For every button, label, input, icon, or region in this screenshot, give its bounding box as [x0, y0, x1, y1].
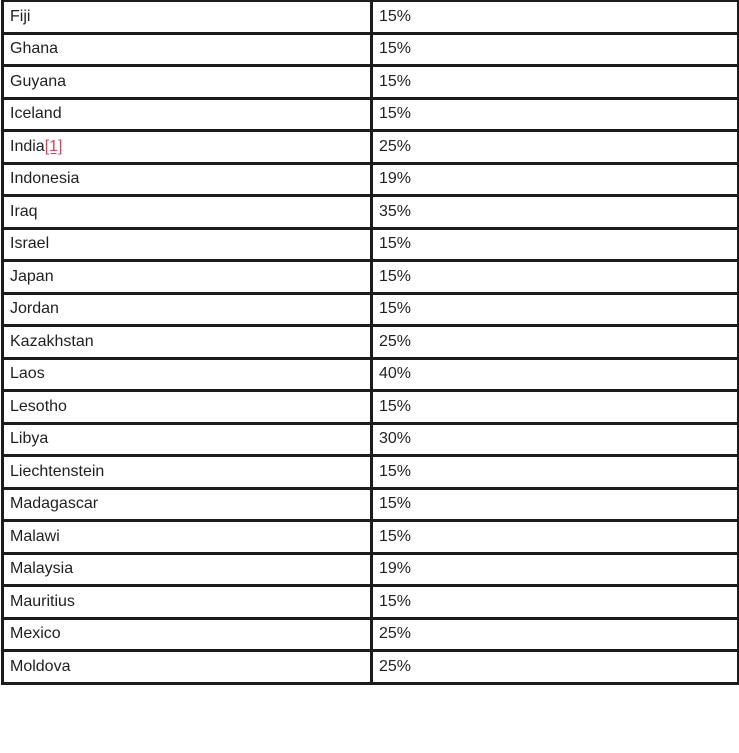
rate-value: 19%: [379, 170, 412, 188]
rate-cell: [372, 293, 739, 326]
rate-cell: [372, 553, 739, 586]
rate-value: 15%: [379, 7, 412, 25]
rate-value: 25%: [379, 137, 412, 155]
country-cell: [3, 33, 372, 66]
table-row: [3, 488, 739, 521]
rate-cell: [372, 261, 739, 294]
country-rate-table: [1, 0, 739, 685]
country-name: India: [10, 137, 45, 155]
country-cell: [3, 1, 372, 33]
rate-cell: [372, 98, 739, 131]
table-row: [3, 196, 739, 229]
rate-cell: [372, 618, 739, 651]
country-name: Laos: [10, 365, 45, 383]
country-cell: [3, 651, 372, 684]
rate-cell: [372, 131, 739, 164]
rate-cell: [372, 33, 739, 66]
table-row: [3, 98, 739, 131]
country-cell: [3, 326, 372, 359]
rate-value: 15%: [379, 72, 412, 90]
rate-value: 15%: [379, 462, 412, 480]
table-row: [3, 618, 739, 651]
table-row: [3, 586, 739, 619]
table-row: [3, 33, 739, 66]
rate-value: 15%: [379, 235, 412, 253]
rate-cell: [372, 586, 739, 619]
country-name: Malaysia: [10, 560, 74, 578]
country-cell: [3, 163, 372, 196]
country-cell: [3, 521, 372, 554]
rate-value: 15%: [379, 40, 412, 58]
country-name: Fiji: [10, 7, 31, 25]
table-row: [3, 261, 739, 294]
table-row: [3, 651, 739, 684]
country-cell: [3, 293, 372, 326]
country-cell: [3, 423, 372, 456]
rate-cell: [372, 1, 739, 33]
rate-value: 15%: [379, 495, 412, 513]
rate-value: 25%: [379, 625, 412, 643]
rate-value: 15%: [379, 105, 412, 123]
country-name: Mexico: [10, 625, 61, 643]
country-name: Malawi: [10, 527, 60, 545]
rate-value: 15%: [379, 592, 412, 610]
rate-cell: [372, 456, 739, 489]
country-cell: [3, 456, 372, 489]
country-name: Madagascar: [10, 495, 99, 513]
country-name: Japan: [10, 267, 54, 285]
table-row: [3, 326, 739, 359]
rate-value: 19%: [379, 560, 412, 578]
table-row: [3, 131, 739, 164]
country-name: Jordan: [10, 300, 59, 318]
table-row: [3, 553, 739, 586]
table-row: [3, 66, 739, 99]
country-name: Liechtenstein: [10, 462, 105, 480]
rate-cell: [372, 196, 739, 229]
country-name: Lesotho: [10, 397, 67, 415]
country-cell: [3, 66, 372, 99]
table-row: [3, 163, 739, 196]
country-cell: [3, 196, 372, 229]
rate-cell: [372, 391, 739, 424]
rate-value: 30%: [379, 430, 412, 448]
country-name: Ghana: [10, 40, 59, 58]
rate-value: 15%: [379, 397, 412, 415]
table-row: [3, 423, 739, 456]
table-row: [3, 456, 739, 489]
rate-value: 40%: [379, 365, 412, 383]
country-name: Kazakhstan: [10, 332, 94, 350]
footnote-reference-link[interactable]: [1]: [44, 137, 63, 155]
country-cell: [3, 261, 372, 294]
country-name: Iceland: [10, 105, 62, 123]
country-cell: [3, 358, 372, 391]
country-cell: [3, 228, 372, 261]
table-row: [3, 521, 739, 554]
rate-cell: [372, 651, 739, 684]
rate-cell: [372, 326, 739, 359]
country-name: Israel: [10, 235, 50, 253]
rate-value: 15%: [379, 527, 412, 545]
rate-value: 15%: [379, 267, 412, 285]
country-name: Moldova: [10, 657, 71, 675]
rate-value: 15%: [379, 300, 412, 318]
table-row: [3, 293, 739, 326]
country-cell: [3, 131, 372, 164]
country-name: Libya: [10, 430, 49, 448]
rate-cell: [372, 228, 739, 261]
rate-cell: [372, 163, 739, 196]
country-name: Iraq: [10, 202, 38, 220]
rate-cell: [372, 488, 739, 521]
country-cell: [3, 391, 372, 424]
rate-cell: [372, 423, 739, 456]
rate-value: 25%: [379, 332, 412, 350]
table-row: [3, 358, 739, 391]
table-row: [3, 1, 739, 33]
country-cell: [3, 586, 372, 619]
rate-cell: [372, 358, 739, 391]
country-cell: [3, 553, 372, 586]
rate-cell: [372, 66, 739, 99]
country-name: Guyana: [10, 72, 67, 90]
country-name: Mauritius: [10, 592, 75, 610]
country-cell: [3, 488, 372, 521]
rate-value: 35%: [379, 202, 412, 220]
country-cell: [3, 98, 372, 131]
table-row: [3, 228, 739, 261]
tariff-table-container: [1, 0, 737, 685]
rate-cell: [372, 521, 739, 554]
table-body: [3, 1, 739, 683]
country-cell: [3, 618, 372, 651]
rate-value: 25%: [379, 657, 412, 675]
country-name: Indonesia: [10, 170, 80, 188]
table-row: [3, 391, 739, 424]
